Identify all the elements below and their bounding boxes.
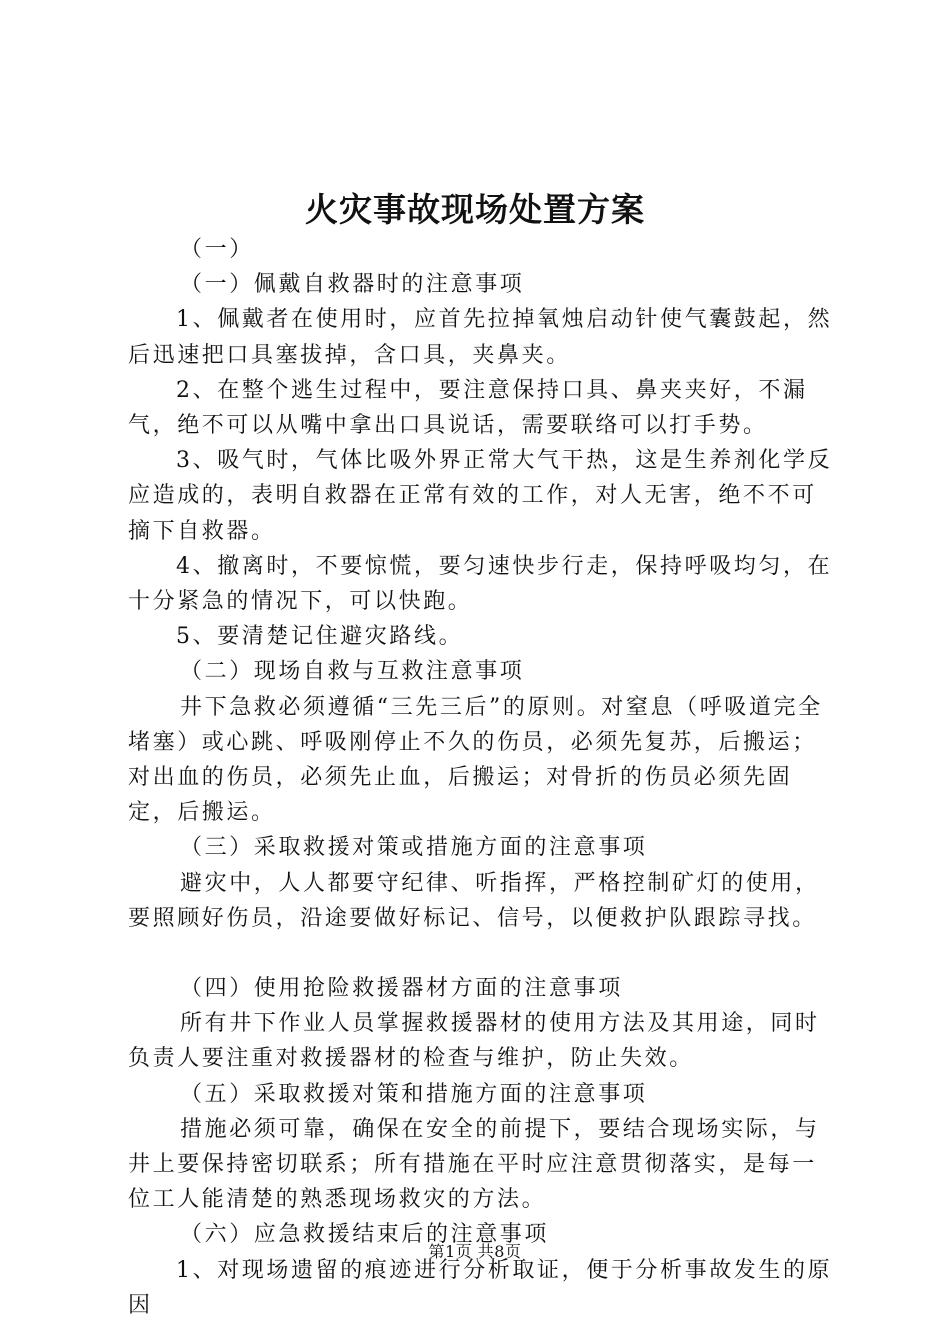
paragraph-item-1: 1、佩戴者在使用时，应首先拉掉氧烛启动针使气囊鼓起，然后迅速把口具塞拔掉，含口具，夹鼻夹。 xyxy=(128,307,833,368)
heading-rescue-equipment: （四）使用抢险救援器材方面的注意事项 xyxy=(180,976,623,1002)
paragraph-rescue-countermeasures: 措施必须可靠，确保在安全的前提下，要结合现场实际，与井上要保持密切联系；所有措施在平时应注意贯彻落实，是每一位工人能清楚的熟悉现场救灾的方法。 xyxy=(128,1116,820,1213)
heading-post-rescue: （六）应急救援结束后的注意事项 xyxy=(180,1222,550,1248)
paragraph-mutual-rescue: 井下急救必须遵循“三先三后”的原则。对窒息（呼吸道完全堵塞）或心跳、呼吸刚停止不久的伤员，必须先复苏，后搬运；对出血的伤员，必须先止血，后搬运；对骨折的伤员必须先固定，后搬运。 xyxy=(128,694,823,826)
page-number: 第1页 共8页 xyxy=(428,1242,522,1261)
paragraph-rescue-measures: 避灾中，人人都要守纪律、听指挥，严格控制矿灯的使用，要照顾好伤员，沿途要做好标记、信号，以便救护队跟踪寻找。 xyxy=(128,870,820,931)
paragraph-item-2: 2、在整个逃生过程中，要注意保持口具、鼻夹夹好，不漏气，绝不可以从嘴中拿出口具说话，需要联络可以打手势。 xyxy=(128,377,808,439)
paragraph-section-marker: （一） xyxy=(180,237,254,262)
paragraph-item-3: 3、吸气时，气体比吸外界正常大气干热，这是生养剂化学反应造成的，表明自救器在正常有效的工作，对人无害，绝不不可摘下自救器。 xyxy=(128,448,833,544)
heading-mutual-rescue: （二）现场自救与互救注意事项 xyxy=(180,659,525,685)
heading-rescue-measures: （三）采取救援对策或措施方面的注意事项 xyxy=(180,835,648,861)
paragraph-item-4: 4、撤离时，不要惊慌，要匀速快步行走，保持呼吸均匀，在十分紧急的情况下，可以快跑。 xyxy=(128,553,833,615)
heading-rescue-countermeasures: （五）采取救援对策和措施方面的注意事项 xyxy=(180,1081,648,1107)
heading-self-rescuer: （一）佩戴自救器时的注意事项 xyxy=(180,272,525,298)
document-body xyxy=(128,232,840,1323)
paragraph-rescue-equipment: 所有井下作业人员掌握救援器材的使用方法及其用途，同时负责人要注重对救援器材的检查与维护，防止失效。 xyxy=(128,1011,820,1072)
paragraph-item-5: 5、要清楚记住避灾路线。 xyxy=(176,624,464,650)
document-title: 火灾事故现场处置方案 xyxy=(305,190,645,229)
paragraph-gap xyxy=(128,936,840,971)
paragraph-post-rescue-1: 1、对现场遗留的痕迹进行分析取证，便于分析事故发生的原因 xyxy=(128,1257,833,1318)
